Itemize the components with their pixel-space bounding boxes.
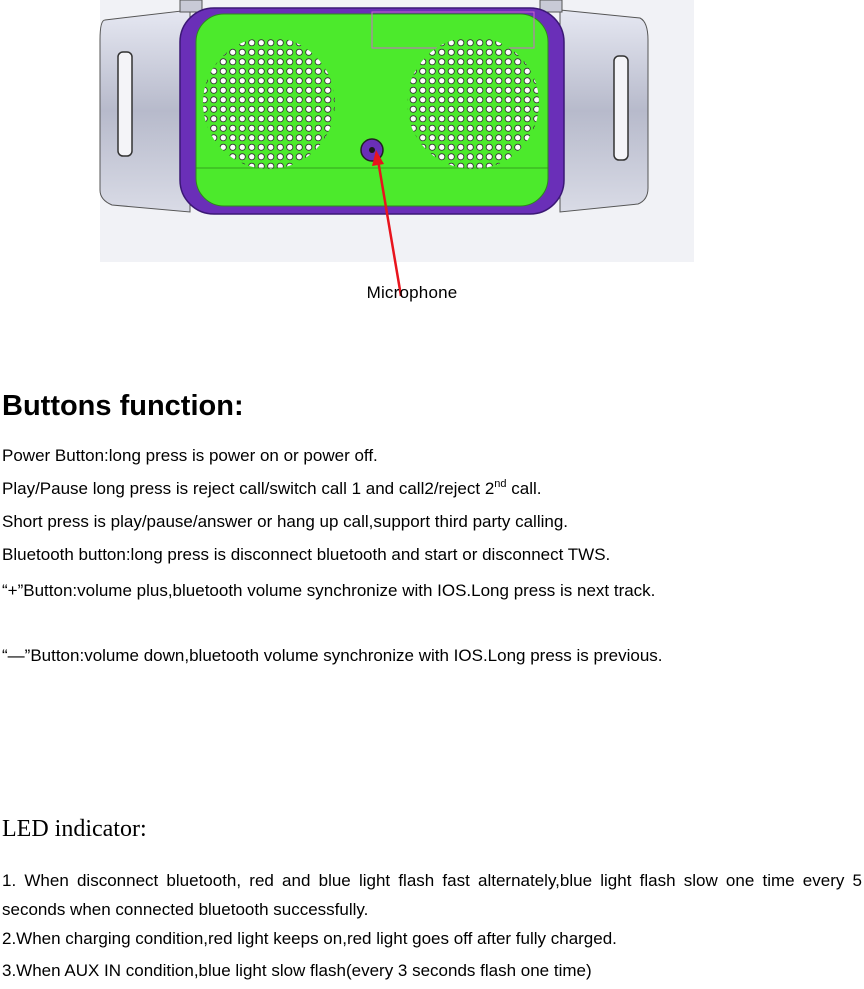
- right-end-cap: [560, 10, 648, 212]
- left-grille: [203, 37, 335, 169]
- play-line: [2, 476, 862, 502]
- left-handle: [118, 52, 132, 156]
- speaker-drawing: [0, 0, 864, 300]
- speaker-figure: [0, 0, 864, 320]
- bluetooth-line: Bluetooth button:long press is disconnect bluetooth and start or disconnect TWS.: [2, 545, 611, 564]
- left-end-cap: [100, 10, 190, 212]
- play-line-end: call.: [506, 479, 542, 498]
- figure-caption: Microphone: [366, 283, 458, 302]
- led-line-2: 2.When charging condition,red light keeps on,red light goes off after fully charged.: [2, 929, 617, 948]
- plus-button-line: “+”Button:volume plus,bluetooth volume synchronize with IOS.Long press is next track.: [2, 581, 656, 600]
- play-line-sup: nd: [494, 478, 507, 490]
- led-heading: LED indicator:: [2, 816, 147, 842]
- led-line-3: 3.When AUX IN condition,blue light slow flash(every 3 seconds flash one time): [2, 961, 592, 980]
- short-press-line: Short press is play/pause/answer or hang up call,support third party calling.: [2, 512, 569, 531]
- play-line-text: Play/Pause long press is reject call/switch call 1 and call2/reject 2: [2, 479, 495, 498]
- led-line-1: 1. When disconnect bluetooth, red and blue light flash fast alternately,blue light flash slow one time every 5 seconds when connected bluetooth successfully.: [2, 871, 862, 919]
- right-handle: [614, 56, 628, 160]
- buttons-heading: Buttons function:: [2, 390, 244, 422]
- power-line: Power Button:long press is power on or power off.: [2, 446, 378, 465]
- microphone-dot: [369, 147, 375, 153]
- top-knob-left: [180, 0, 202, 12]
- right-grille: [407, 37, 539, 169]
- minus-button-line: “—”Button:volume down,bluetooth volume synchronize with IOS.Long press is previous.: [2, 646, 663, 665]
